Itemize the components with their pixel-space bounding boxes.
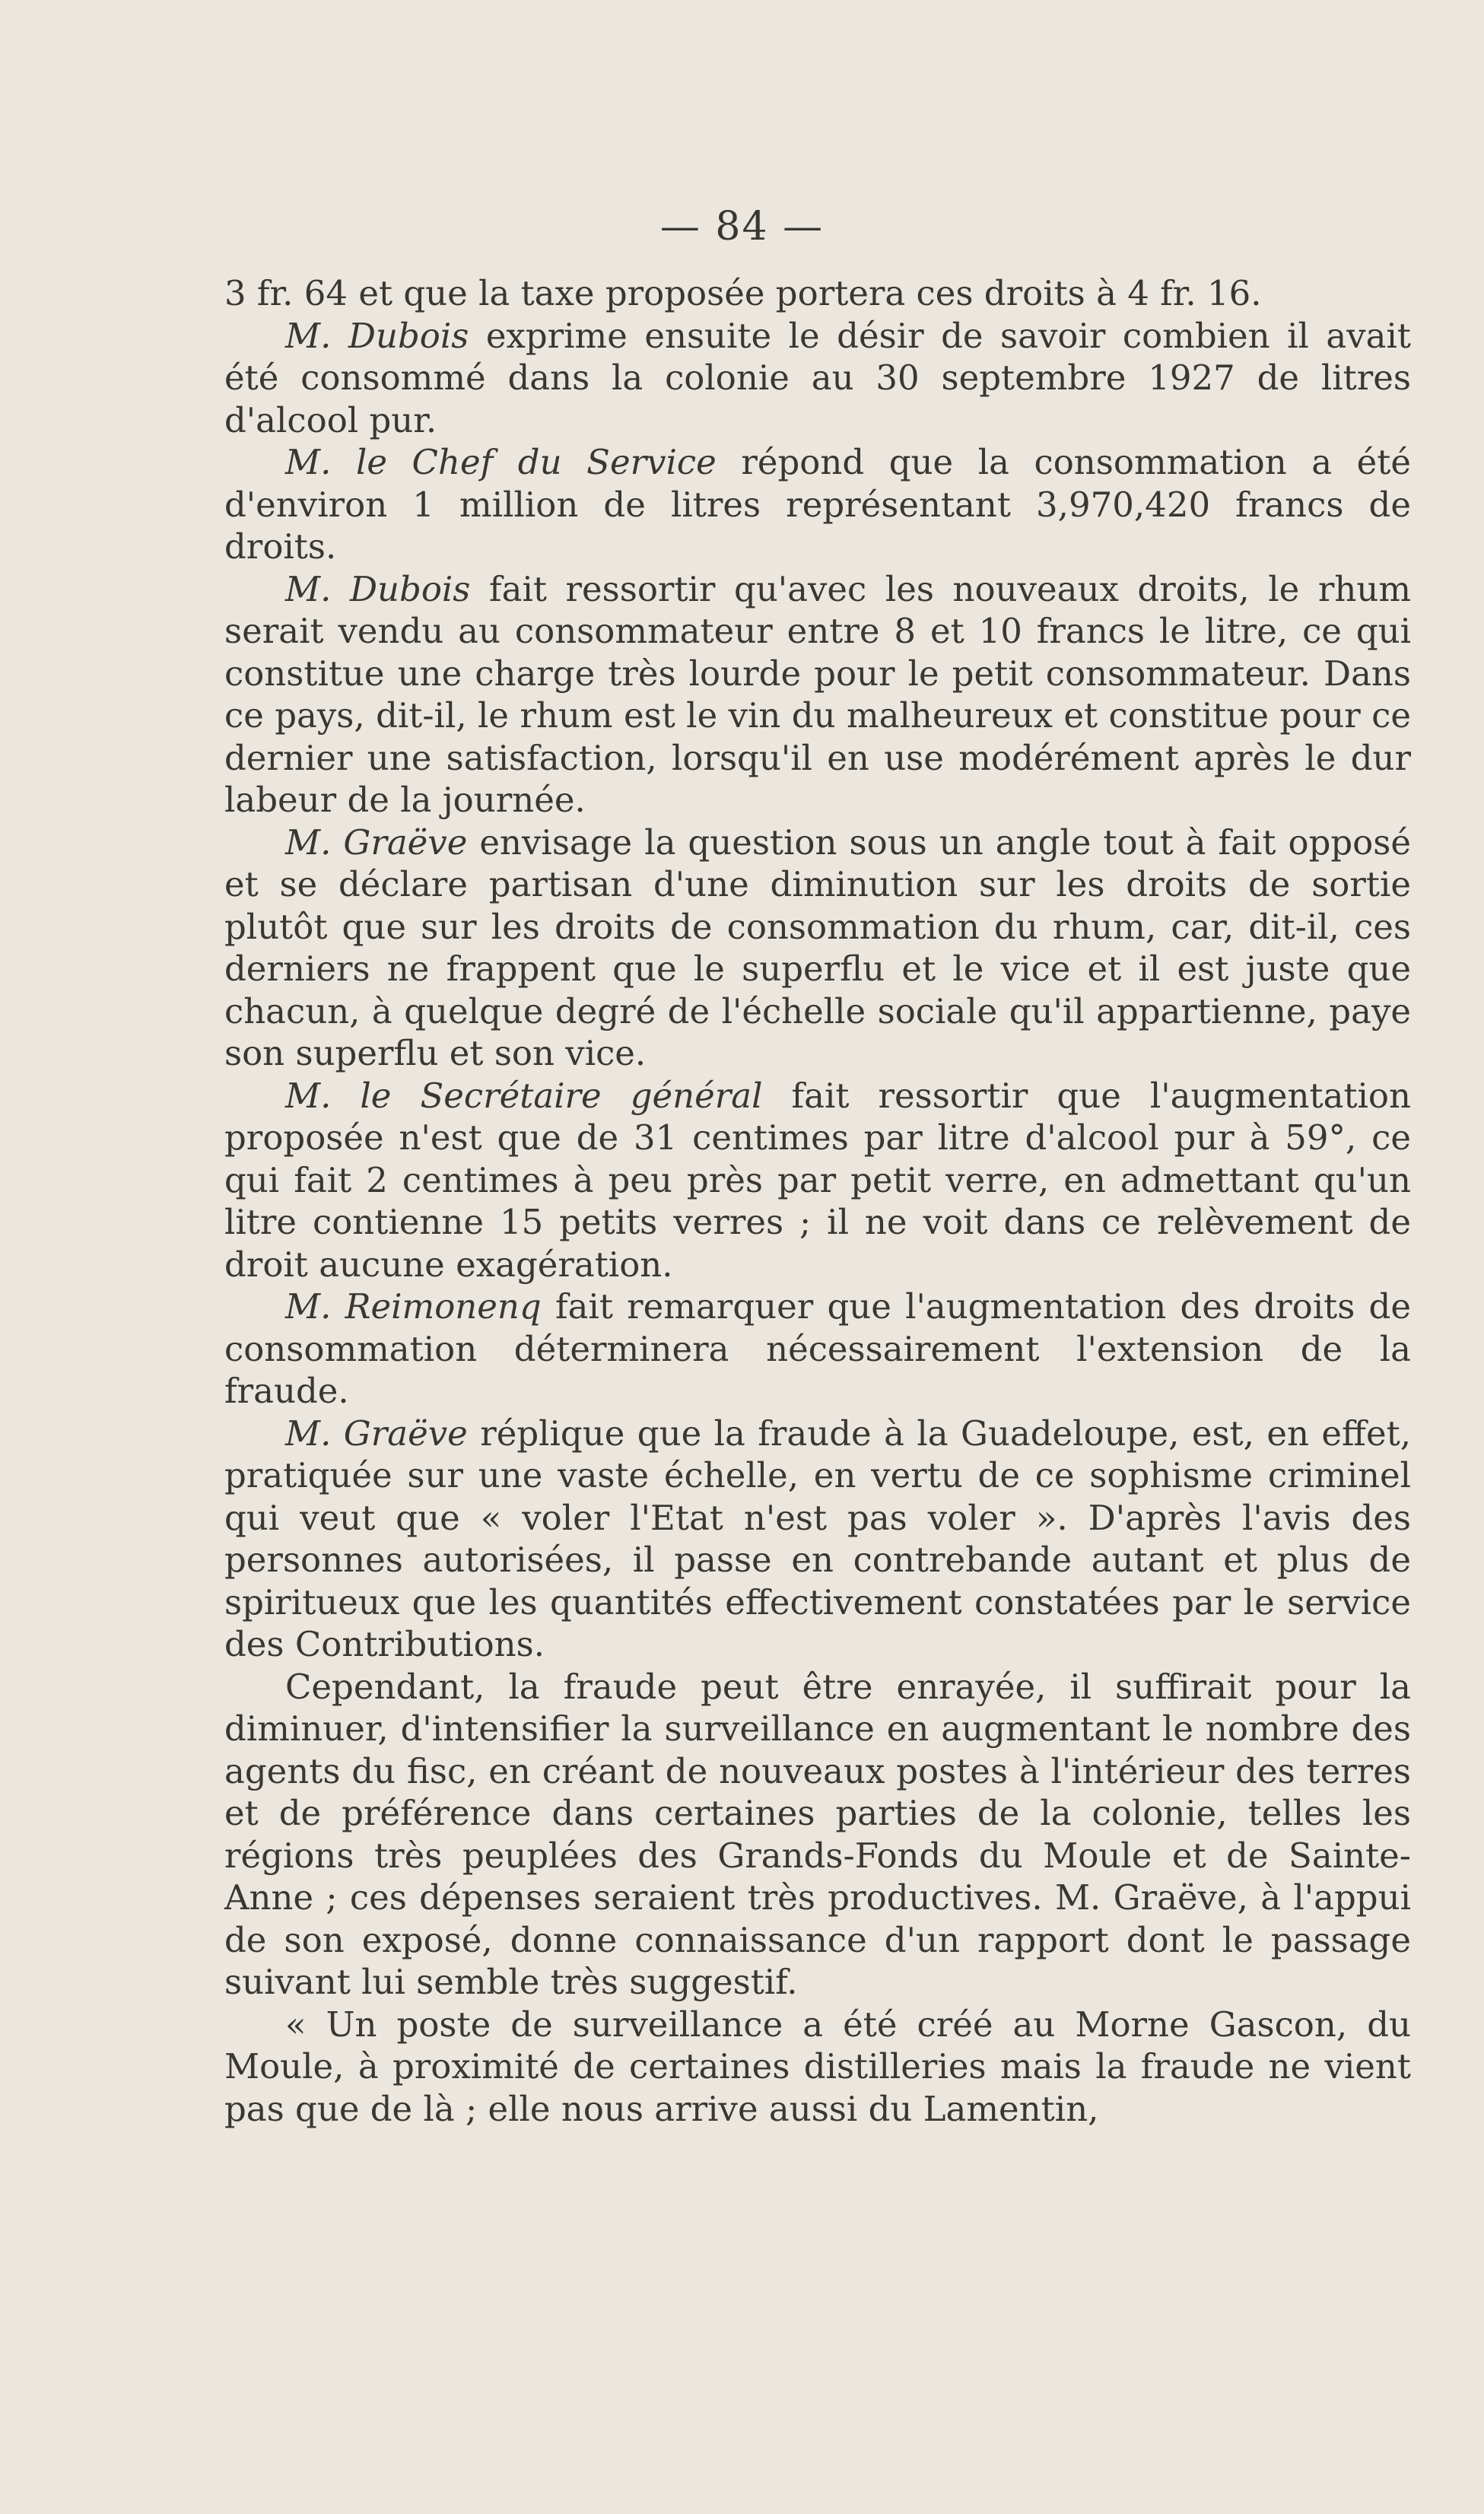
- paragraph: [224, 568, 1411, 822]
- speaker-name: M. Graëve: [285, 822, 468, 863]
- paragraph: [224, 315, 1411, 442]
- paragraph-text: répond que la consommation a été d'environ 1 million de litres représentant 3,970,420 francs de droits.: [224, 442, 1411, 567]
- paragraph-text: « Un poste de surveillance a été créé au Morne Gascon, du Moule, à proximité de certaines distilleries mais la fraude ne vient pas que de là ; elle nous arrive aussi du Lamentin,: [224, 2004, 1411, 2129]
- paragraph-text: fait ressortir que l'augmentation proposée n'est que de 31 centimes par litre d'alcool pur à 59°, ce qui fait 2 centimes à peu près par petit verre, en admettant qu'un litre contienne 15 petits verres ; il ne voit dans ce relèvement de droit aucune exagération.: [224, 1075, 1411, 1285]
- paragraph-text: fait ressortir qu'avec les nouveaux droits, le rhum serait vendu au consommateur entre 8 et 10 francs le litre, ce qui constitue une charge très lourde pour le petit consommateur. Dans ce pays, dit-il, le rhum est le vin du malheureux et constitue pour ce dernier une satisfaction, lorsqu'il en use modérément après le dur labeur de la journée.: [224, 568, 1411, 820]
- speaker-name: M. Reimonenq: [285, 1286, 542, 1327]
- speaker-name: M. Graëve: [285, 1413, 468, 1454]
- paragraph-text: exprime ensuite le désir de savoir combien il avait été consommé dans la colonie au 30 septembre 1927 de litres d'alcool pur.: [224, 315, 1411, 440]
- speaker-name: M. Dubois: [285, 568, 471, 609]
- speaker-name: M. Dubois: [285, 315, 469, 356]
- page-number: — 84 —: [659, 204, 825, 249]
- paragraph-text: Cependant, la fraude peut être enrayée, il suffirait pour la diminuer, d'intensifier la surveillance en augmentant le nombre des agents du fisc, en créant de nouveaux postes à l'intérieur des terres et de préférence dans certaines parties de la colonie, telles les régions très peuplées des Grands-Fonds du Moule et de Sainte-Anne ; ces dépenses seraient très productives. M. Graëve, à l'appui de son exposé, donne connaissance d'un rapport dont le passage suivant lui semble très suggestif.: [224, 1666, 1411, 2002]
- paragraph: [224, 1413, 1411, 1666]
- paragraph-text: 3 fr. 64 et que la taxe proposée portera ces droits à 4 fr. 16.: [224, 273, 1262, 313]
- paragraph: [224, 441, 1411, 568]
- body-text: [224, 272, 1411, 2130]
- paragraph: [224, 2004, 1411, 2131]
- paragraph: [224, 272, 1411, 315]
- paragraph: [224, 822, 1411, 1075]
- paragraph-text: réplique que la fraude à la Guadeloupe, est, en effet, pratiquée sur une vaste échelle, en vertu de ce sophisme criminel qui veut que « voler l'Etat n'est pas voler ». D'après l'avis des personnes autorisées, il passe en contrebande autant et plus de spiritueux que les quantités effectivement constatées par le service des Contributions.: [224, 1413, 1412, 1664]
- speaker-name: M. le Chef du Service: [285, 442, 717, 482]
- paragraph: [224, 1286, 1411, 1413]
- paragraph-text: envisage la question sous un angle tout à fait opposé et se déclare partisan d'une diminution sur les droits de sortie plutôt que sur les droits de consommation du rhum, car, dit-il, ces derniers ne frappent que le superflu et le vice et il est juste que chacun, à quelque degré de l'échelle sociale qu'il appartienne, paye son superflu et son vice.: [224, 822, 1412, 1073]
- paragraph: [224, 1666, 1411, 2004]
- paragraph-text: fait remarquer que l'augmentation des droits de consommation déterminera nécessairement l'extension de la fraude.: [224, 1286, 1411, 1411]
- paragraph: [224, 1075, 1411, 1286]
- speaker-name: M. le Secrétaire général: [285, 1075, 763, 1116]
